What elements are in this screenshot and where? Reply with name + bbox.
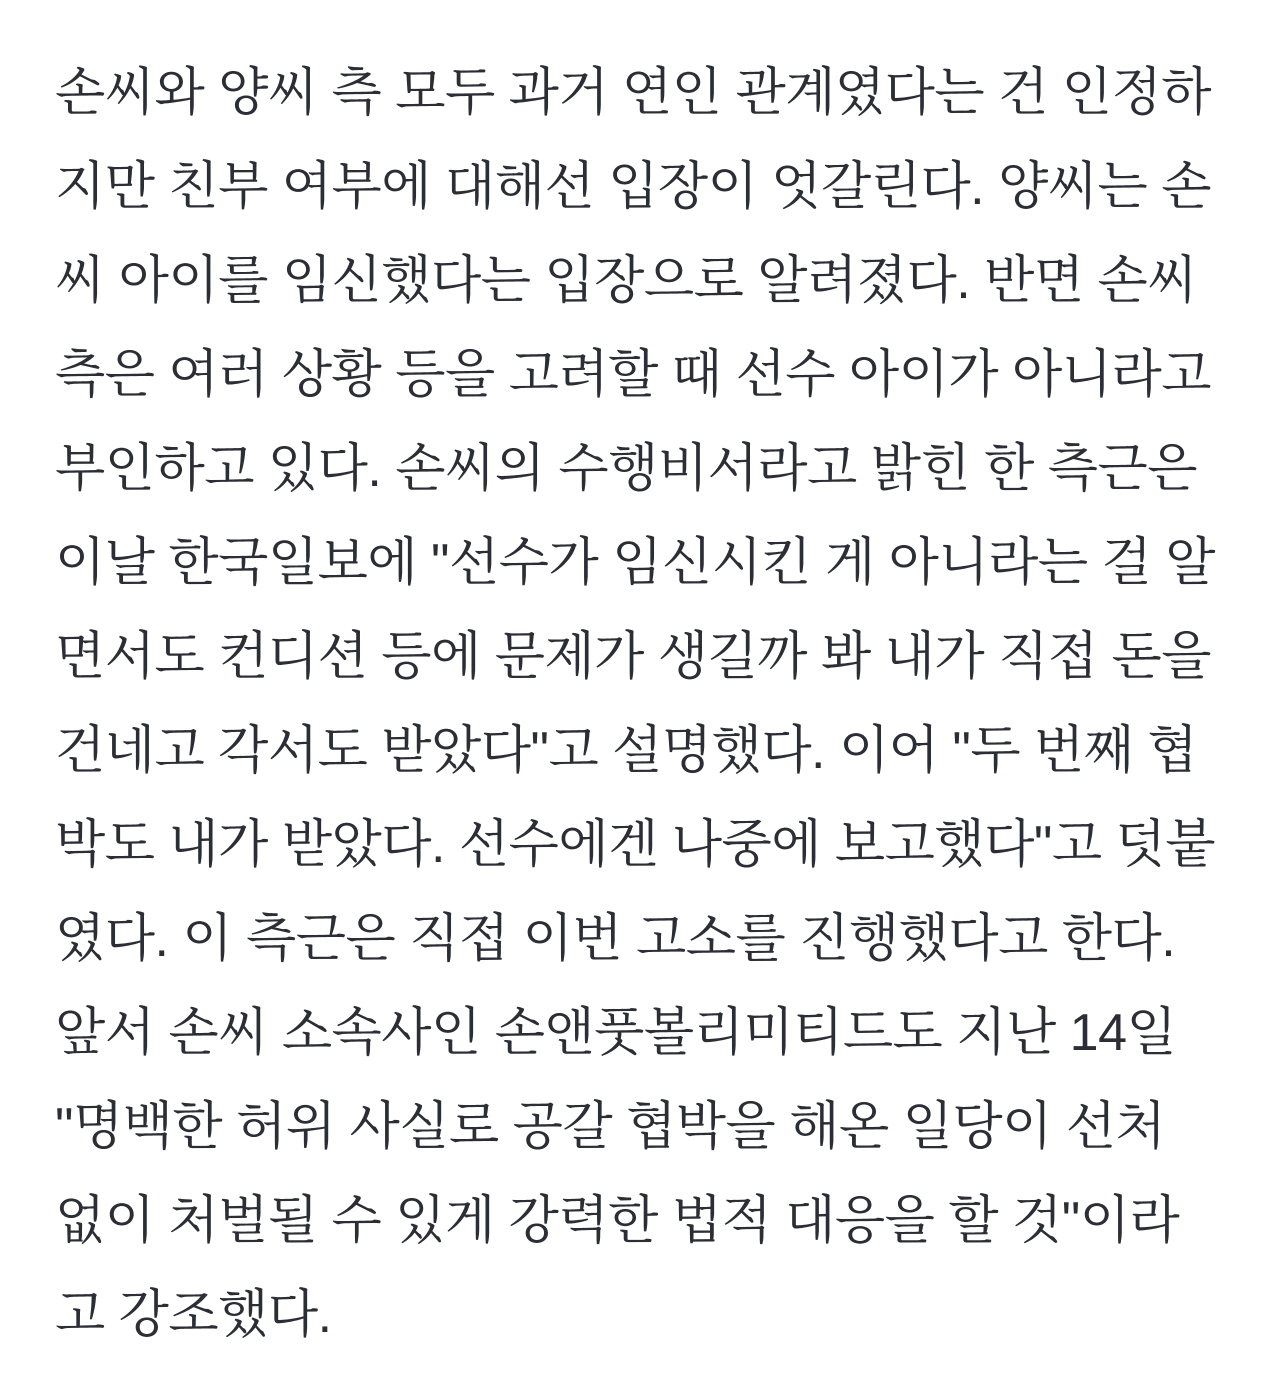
article-text-line: 지만 친부 여부에 대해선 입장이 엇갈린다. 양씨는 손 xyxy=(55,158,1211,216)
article-text-line: 였다. 이 측근은 직접 이번 고소를 진행했다고 한다. xyxy=(55,910,1176,968)
article-text-line: 고 강조했다. xyxy=(55,1286,332,1344)
article-text-line: 건네고 각서도 받았다"고 설명했다. 이어 "두 번째 협 xyxy=(55,722,1198,780)
article-text-line: "명백한 허위 사실로 공갈 협박을 해온 일당이 선처 xyxy=(55,1098,1166,1156)
article-text-line: 앞서 손씨 소속사인 손앤풋볼리미티드도 지난 14일 xyxy=(55,1004,1177,1062)
article-text-line: 면서도 컨디션 등에 문제가 생길까 봐 내가 직접 돈을 xyxy=(55,628,1211,686)
article-text-line: 없이 처벌될 수 있게 강력한 법적 대응을 할 것"이라 xyxy=(55,1192,1180,1250)
article-text-line: 씨 아이를 임신했다는 입장으로 알려졌다. 반면 손씨 xyxy=(55,252,1198,310)
article-text-line: 이날 한국일보에 "선수가 임신시킨 게 아니라는 걸 알 xyxy=(55,534,1215,592)
article-text-line: 측은 여러 상황 등을 고려할 때 선수 아이가 아니라고 xyxy=(55,346,1211,404)
article-text-line: 손씨와 양씨 측 모두 과거 연인 관계였다는 건 인정하 xyxy=(55,64,1211,122)
article-text-line: 박도 내가 받았다. 선수에겐 나중에 보고했다"고 덧붙 xyxy=(55,816,1215,874)
article-text-line: 부인하고 있다. 손씨의 수행비서라고 밝힌 한 측근은 xyxy=(55,440,1198,498)
